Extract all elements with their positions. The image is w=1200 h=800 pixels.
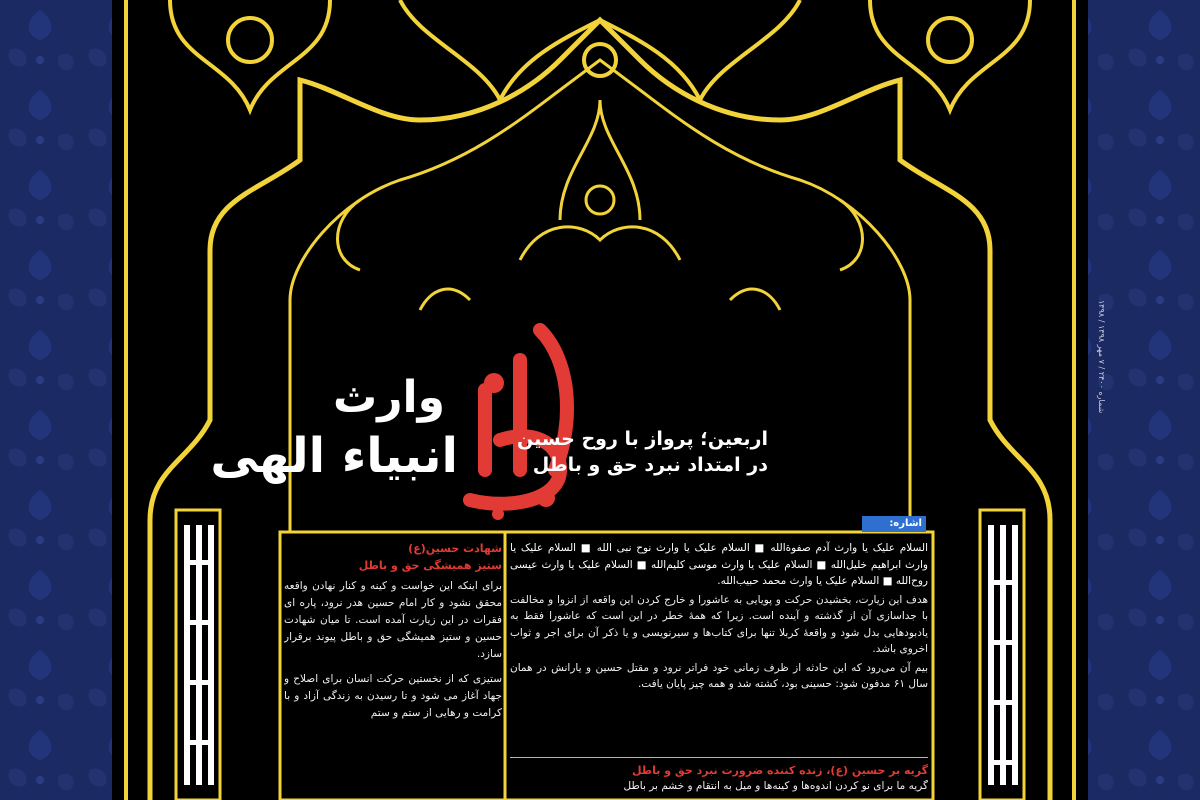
headline-top: وارث: [333, 372, 445, 423]
salutation-paragraph: السلام علیک یا وارث آدم صفوة‌الله ■ السلام علیک یا وارث نوح نبی الله ■ السلام علیک یا وارث ابراهیم خلیل‌الله ■ السلام علیک یا وارث موسی کلیم‌الله ■ السلام علیک یا وارث عیسی روح‌الله ■ السلام علیک یا وارث محمد حبیب‌الله.: [510, 542, 928, 587]
subtitle-line-1: اربعین؛ پرواز با روح حسین: [516, 428, 768, 450]
intro-badge: اشاره:: [862, 516, 926, 532]
body-paragraph: ستیزی که از نخستین حرکت انسان برای اصلاح و جهاد آغاز می شود و تا رسیدن به زندگی آزاد و با کرامت و رهایی از ستم و ستم: [284, 673, 502, 719]
left-column-text: [284, 540, 502, 800]
section-body: گریه ما برای نو کردن اندوه‌ها و کینه‌ها و میل به انتقام و خشم بر باطل: [623, 780, 928, 792]
headline-main: [470, 330, 570, 340]
issue-info-strip: ۱۳۹۸ / شماره ۲۴۰۰ / ۷ مهر ۱۳۹۸: [1097, 300, 1106, 414]
subtitle-line-2: در امتداد نبرد حق و باطل: [532, 454, 768, 476]
body-paragraph: برای اینکه این خواست و کینه و کنار نهادن واقعه محقق نشود و کار امام حسین هدر نرود، پاره ای فقرات در این زیارت آمده است. تا میان شهادت حسین و ستیز همیشگی حق و باطل پیوند برقرار سازد.: [284, 580, 502, 660]
left-title-1: شهادت حسین(ع): [408, 542, 502, 555]
section-divider: [510, 757, 928, 758]
right-column-text: [510, 540, 928, 800]
body-paragraph: بیم آن می‌رود که این حادثه از ظرف زمانی خود فراتر نرود و مقتل حسین و یارانش در همان سال ۶۱ مدفون شود: حسینی بود، کشته شد و همه چیز پایان یافت.: [510, 661, 928, 690]
section-title: گریه بر حسین (ع)، زنده کننده ضرورت نبرد حق و باطل: [631, 764, 928, 777]
kufic-pillar-right: [980, 510, 1024, 800]
headline-bottom: انبیاء الهی: [210, 428, 458, 484]
left-title-2: ستیز همیشگی حق و باطل: [358, 559, 502, 572]
body-paragraph: هدف این زیارت، بخشیدن حرکت و پویایی به عاشورا و خارج کردن این واقعه از انزوا و مخالفت با جداسازی آن از گذشته و آینده است. زیرا که همهٔ خطر در این است که عاشورا فقط به یادبودهایی بدل شود و واقعهٔ کربلا تنها برای کتاب‌ها و سیرنویسی و یا ذکر آن برای اجر و ثواب اخروی باشد.: [510, 593, 928, 655]
kufic-pillar-left: [176, 510, 220, 800]
